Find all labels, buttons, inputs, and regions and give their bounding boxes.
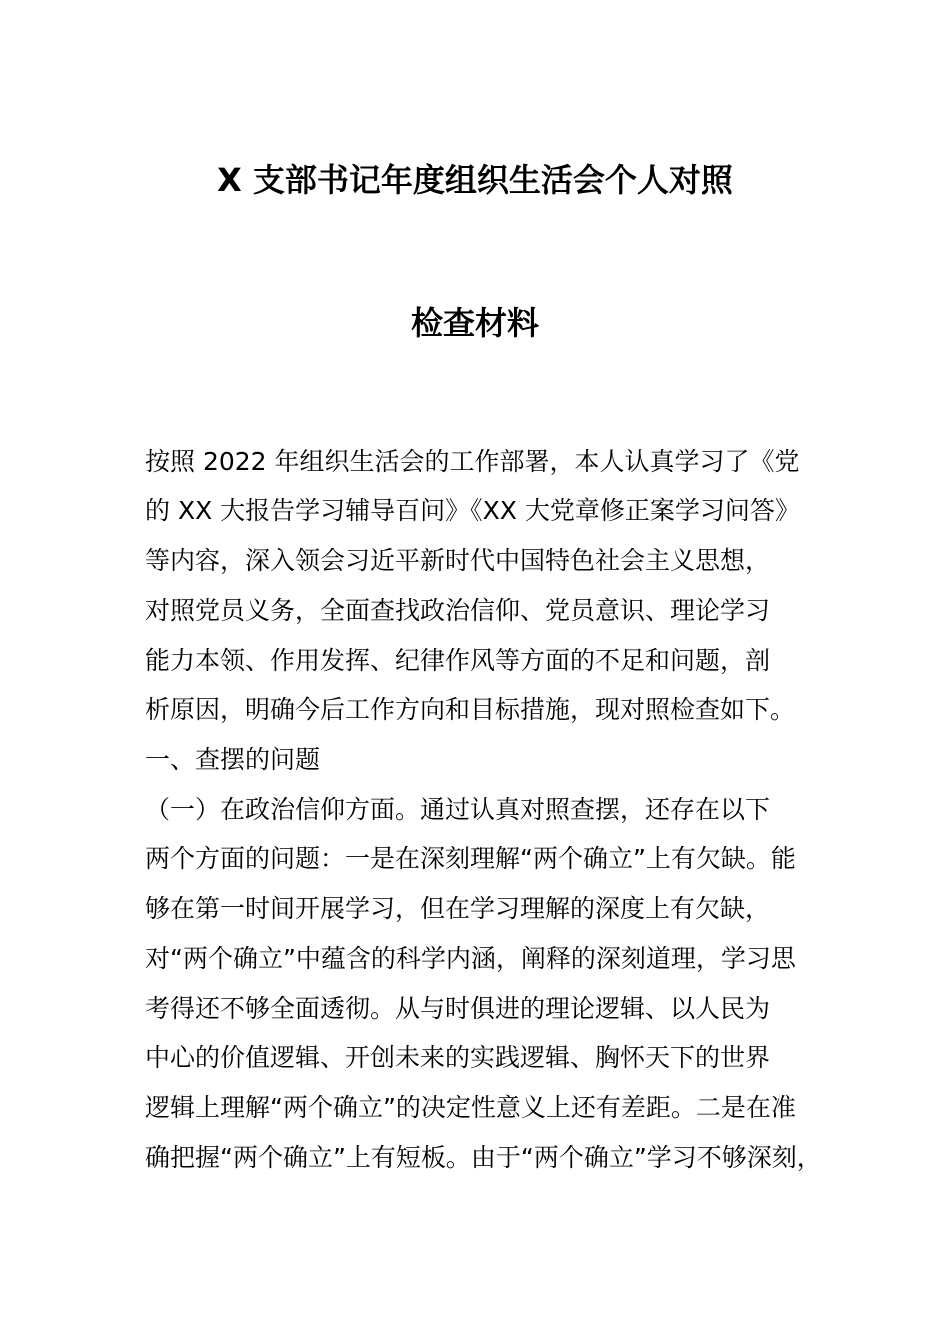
- document-title-line-2: 检查材料: [410, 304, 539, 342]
- body-line-6: 析原因，明确今后工作方向和目标措施，现对照检查如下。: [145, 695, 796, 724]
- body-line-15: 确把握“两个确立”上有短板。由于“两个确立”学习不够深刻，: [145, 1143, 822, 1172]
- body-line-5: 能力本领、作用发挥、纪律作风等方面的不足和问题，剖: [145, 646, 771, 675]
- body-line-10: 够在第一时间开展学习，但在学习理解的深度上有欠缺，: [145, 894, 771, 923]
- body-line-14: 逻辑上理解“两个确立”的决定性意义上还有差距。二是在准: [145, 1093, 796, 1122]
- section-heading-1: 一、查摆的问题: [145, 745, 321, 774]
- body-line-3: 等内容，深入领会习近平新时代中国特色社会主义思想，: [145, 546, 771, 575]
- body-line-4: 对照党员义务，全面查找政治信仰、党员意识、理论学习: [145, 596, 771, 625]
- body-line-11: 对“两个确立”中蕴含的科学内涵，阐释的深刻道理，学习思: [145, 944, 796, 973]
- body-line-9: 两个方面的问题：一是在深刻理解“两个确立”上有欠缺。能: [145, 844, 796, 873]
- body-line-13: 中心的价值逻辑、开创未来的实践逻辑、胸怀天下的世界: [145, 1043, 771, 1072]
- body-line-8: （一）在政治信仰方面。通过认真对照查摆，还存在以下: [145, 795, 771, 824]
- document-title-line-1: X 支部书记年度组织生活会个人对照: [217, 161, 733, 199]
- body-line-12: 考得还不够全面透彻。从与时俱进的理论逻辑、以人民为: [145, 994, 771, 1023]
- body-line-2: 的 XX 大报告学习辅导百问》《XX 大党章修正案学习问答》: [145, 496, 800, 525]
- body-line-1: 按照 2022 年组织生活会的工作部署，本人认真学习了《党: [145, 447, 800, 476]
